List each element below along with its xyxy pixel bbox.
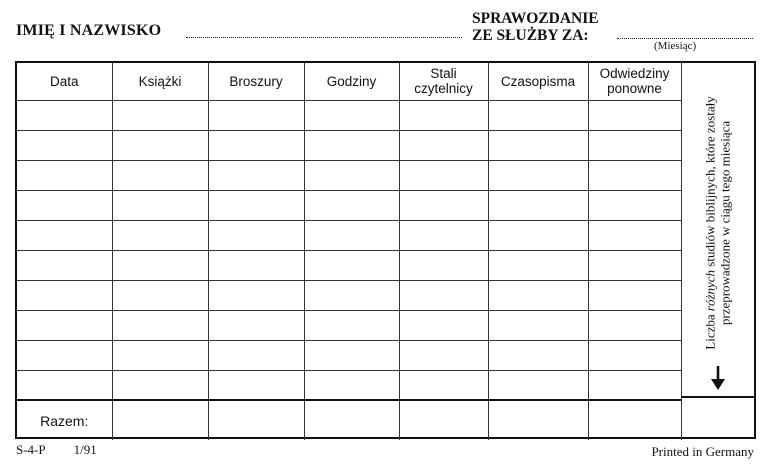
entry-row — [17, 310, 681, 340]
entry-cell-godziny[interactable] — [304, 340, 399, 370]
entry-cell-ksiazki[interactable] — [112, 280, 208, 310]
total-cell-godziny[interactable] — [304, 400, 399, 440]
service-report-form — [15, 61, 756, 439]
entry-cell-broszury[interactable] — [208, 370, 304, 400]
entry-cell-stali-czytelnicy[interactable] — [399, 370, 488, 400]
entry-cell-broszury[interactable] — [208, 340, 304, 370]
entry-cell-ksiazki[interactable] — [112, 100, 208, 130]
entry-cell-odwiedziny-ponowne[interactable] — [588, 340, 681, 370]
entry-cell-data[interactable] — [17, 190, 112, 220]
entry-cell-data[interactable] — [17, 220, 112, 250]
entry-cell-ksiazki[interactable] — [112, 190, 208, 220]
entry-row — [17, 100, 681, 130]
column-header-data: Data — [17, 63, 112, 100]
entry-row — [17, 370, 681, 400]
entry-cell-broszury[interactable] — [208, 130, 304, 160]
entry-row — [17, 340, 681, 370]
total-cell-stali-czytelnicy[interactable] — [399, 400, 488, 440]
column-header-broszury: Broszury — [208, 63, 304, 100]
entry-cell-godziny[interactable] — [304, 370, 399, 400]
entry-cell-czasopisma[interactable] — [488, 220, 588, 250]
entry-cell-stali-czytelnicy[interactable] — [399, 190, 488, 220]
entry-cell-czasopisma[interactable] — [488, 100, 588, 130]
entry-cell-data[interactable] — [17, 250, 112, 280]
entry-cell-data[interactable] — [17, 370, 112, 400]
entry-row — [17, 280, 681, 310]
report-title-line1: SPRAWOZDANIE — [472, 10, 599, 27]
total-cell-ksiazki[interactable] — [112, 400, 208, 440]
entry-cell-ksiazki[interactable] — [112, 220, 208, 250]
name-label: IMIĘ I NAZWISKO — [16, 22, 162, 39]
entry-cell-stali-czytelnicy[interactable] — [399, 160, 488, 190]
entry-row — [17, 160, 681, 190]
entry-cell-odwiedziny-ponowne[interactable] — [588, 370, 681, 400]
entry-cell-godziny[interactable] — [304, 190, 399, 220]
header-row — [17, 63, 681, 100]
entry-cell-broszury[interactable] — [208, 310, 304, 340]
entry-cell-stali-czytelnicy[interactable] — [399, 340, 488, 370]
form-code-id: S-4-P — [16, 442, 46, 457]
entry-cell-czasopisma[interactable] — [488, 160, 588, 190]
entry-cell-broszury[interactable] — [208, 160, 304, 190]
total-label: Razem: — [17, 400, 112, 440]
down-arrow-icon — [708, 365, 728, 391]
report-title — [472, 10, 599, 44]
entry-cell-ksiazki[interactable] — [112, 160, 208, 190]
entry-cell-data[interactable] — [17, 280, 112, 310]
bible-studies-text-end: studiów biblijnych, które zostały przeprowadzone w ciągu tego miesiąca — [702, 96, 732, 326]
entry-cell-data[interactable] — [17, 340, 112, 370]
month-label: (Miesiąc) — [654, 40, 697, 52]
column-header-odwiedziny-ponowne: Odwiedziny ponowne — [588, 63, 681, 100]
entry-cell-broszury[interactable] — [208, 100, 304, 130]
entry-row — [17, 190, 681, 220]
entry-cell-broszury[interactable] — [208, 190, 304, 220]
entry-cell-godziny[interactable] — [304, 250, 399, 280]
name-field[interactable] — [186, 37, 462, 38]
entry-row — [17, 130, 681, 160]
entry-cell-data[interactable] — [17, 160, 112, 190]
entry-row — [17, 250, 681, 280]
column-header-stali-czytelnicy: Stali czytelnicy — [399, 63, 488, 100]
entry-cell-czasopisma[interactable] — [488, 370, 588, 400]
entry-cell-broszury[interactable] — [208, 280, 304, 310]
entry-cell-odwiedziny-ponowne[interactable] — [588, 160, 681, 190]
report-table — [17, 63, 682, 440]
entry-cell-data[interactable] — [17, 310, 112, 340]
total-cell-czasopisma[interactable] — [488, 400, 588, 440]
entry-cell-stali-czytelnicy[interactable] — [399, 130, 488, 160]
entry-cell-odwiedziny-ponowne[interactable] — [588, 250, 681, 280]
bible-studies-text-emphasis: różnych — [702, 269, 718, 312]
entry-cell-stali-czytelnicy[interactable] — [399, 100, 488, 130]
total-cell-broszury[interactable] — [208, 400, 304, 440]
entry-cell-stali-czytelnicy[interactable] — [399, 220, 488, 250]
entry-cell-ksiazki[interactable] — [112, 250, 208, 280]
entry-cell-czasopisma[interactable] — [488, 250, 588, 280]
entry-cell-odwiedziny-ponowne[interactable] — [588, 100, 681, 130]
bible-studies-label — [704, 73, 733, 373]
entry-cell-odwiedziny-ponowne[interactable] — [588, 130, 681, 160]
report-title-line2: ZE SŁUŻBY ZA: — [472, 27, 589, 44]
entry-cell-stali-czytelnicy[interactable] — [399, 310, 488, 340]
month-field[interactable] — [617, 38, 753, 39]
entry-cell-ksiazki[interactable] — [112, 340, 208, 370]
entry-cell-odwiedziny-ponowne[interactable] — [588, 310, 681, 340]
entry-cell-godziny[interactable] — [304, 100, 399, 130]
entry-cell-czasopisma[interactable] — [488, 190, 588, 220]
total-cell-odwiedziny-ponowne[interactable] — [588, 400, 681, 440]
form-code — [16, 442, 97, 458]
entry-cell-godziny[interactable] — [304, 310, 399, 340]
printed-note: Printed in Germany — [651, 444, 754, 459]
entry-cell-czasopisma[interactable] — [488, 130, 588, 160]
bible-studies-column — [681, 63, 755, 396]
entry-cell-czasopisma[interactable] — [488, 340, 588, 370]
entry-cell-czasopisma[interactable] — [488, 280, 588, 310]
column-header-godziny: Godziny — [304, 63, 399, 100]
entry-cell-data[interactable] — [17, 100, 112, 130]
entry-cell-odwiedziny-ponowne[interactable] — [588, 190, 681, 220]
entry-cell-ksiazki[interactable] — [112, 310, 208, 340]
entry-cell-stali-czytelnicy[interactable] — [399, 250, 488, 280]
form-code-date: 1/91 — [73, 442, 97, 457]
entry-cell-czasopisma[interactable] — [488, 310, 588, 340]
entry-cell-data[interactable] — [17, 130, 112, 160]
entry-cell-ksiazki[interactable] — [112, 370, 208, 400]
total-row — [17, 400, 681, 440]
entry-row — [17, 220, 681, 250]
entry-cell-broszury[interactable] — [208, 250, 304, 280]
entry-cell-godziny[interactable] — [304, 130, 399, 160]
entry-cell-godziny[interactable] — [304, 160, 399, 190]
column-header-czasopisma: Czasopisma — [488, 63, 588, 100]
entry-cell-stali-czytelnicy[interactable] — [399, 280, 488, 310]
entry-cell-broszury[interactable] — [208, 220, 304, 250]
bible-studies-total-cell[interactable] — [681, 396, 755, 436]
bible-studies-text-start: Liczba — [702, 311, 718, 350]
entry-cell-odwiedziny-ponowne[interactable] — [588, 280, 681, 310]
entry-cell-godziny[interactable] — [304, 220, 399, 250]
entry-cell-odwiedziny-ponowne[interactable] — [588, 220, 681, 250]
column-header-ksiazki: Książki — [112, 63, 208, 100]
entry-cell-godziny[interactable] — [304, 280, 399, 310]
entry-cell-ksiazki[interactable] — [112, 130, 208, 160]
